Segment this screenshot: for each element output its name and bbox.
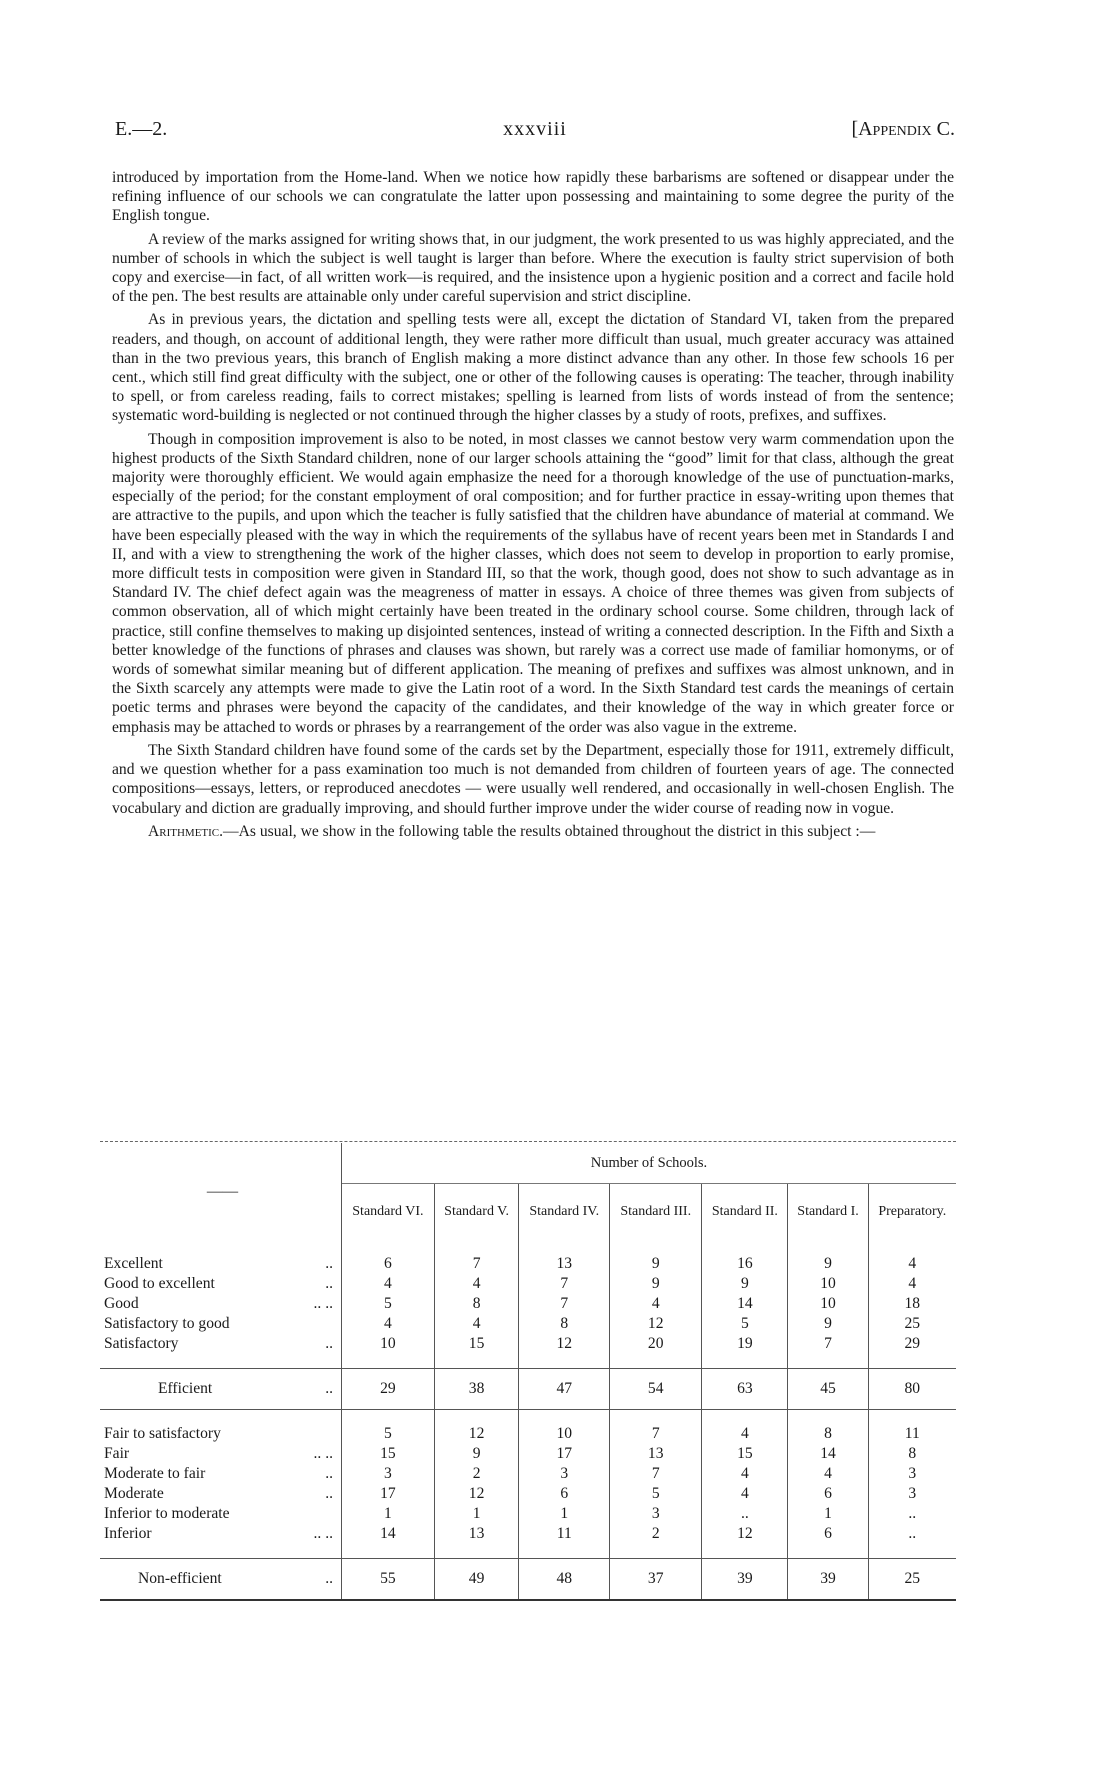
table-cell: 29 [868, 1334, 956, 1354]
table-cell: 6 [788, 1524, 868, 1544]
table-cell: 49 [434, 1559, 519, 1601]
table-cell: 1 [788, 1504, 868, 1524]
table-cell: 4 [702, 1484, 788, 1504]
table-spacer [100, 1410, 956, 1425]
table-cell: 4 [702, 1464, 788, 1484]
table-cell: 13 [610, 1444, 702, 1464]
row-label-text: Non-efficient [138, 1570, 222, 1587]
table-cell: 6 [788, 1484, 868, 1504]
table-cell: 6 [342, 1254, 435, 1274]
table-cell: 20 [610, 1334, 702, 1354]
table-cell: 6 [519, 1484, 610, 1504]
column-header: Standard II. [702, 1184, 788, 1241]
row-label-text: Efficient [158, 1380, 213, 1397]
body-text [112, 168, 954, 845]
table-cell: 5 [342, 1424, 435, 1444]
row-label-text: Satisfactory to good [104, 1315, 230, 1332]
table-cell: 3 [868, 1464, 956, 1484]
table-cell: 45 [788, 1369, 868, 1410]
efficient-row-label [100, 1334, 342, 1354]
table-cell: 10 [788, 1274, 868, 1294]
table-cell: 10 [788, 1294, 868, 1314]
row-label-text: Moderate [104, 1485, 164, 1502]
table-corner: —— [206, 1182, 239, 1200]
table-cell: 3 [610, 1504, 702, 1524]
paragraph-dictation: As in previous years, the dictation and spelling tests were all, except the dictation of Standard VI, taken from the prepared readers, and though, on account of additional length, they were rather more difficult than usual, much greater accuracy was attained than in the two previous years, this branch of English making a more distinct advance than any other. In those few schools 16 per cent., which still find great difficulty with the subject, one or other of the following causes is operating: The teacher, through inability to spell, or from careless reading, fails to correct mistakes; spelling is learned from lists of words instead of from the sentence; systematic word-building is neglected or not continued through the higher classes by a study of roots, prefixes, and suffixes. [112, 311, 954, 425]
table-cell: 7 [788, 1334, 868, 1354]
table-cell: 9 [610, 1254, 702, 1274]
table-row [100, 1314, 956, 1334]
table-cell: 4 [342, 1274, 435, 1294]
paragraph-writing: A review of the marks assigned for writing shows that, in our judgment, the work presented to us was highly appreciated, and the number of schools in which the subject is well taught is larger than before. Where the execution is faulty strict supervision of both copy and exercise—in fact, of all written work—is required, and the insistence upon a hygienic position and a correct and facile hold of the pen. The best results are attainable only under careful supervision and strict discipline. [112, 230, 954, 306]
table-row [100, 1464, 956, 1484]
table-cell: 8 [519, 1314, 610, 1334]
paragraph-arithmetic [112, 822, 954, 841]
table-row [100, 1524, 956, 1544]
paragraph-1: introduced by importation from the Home-land. When we notice how rapidly these barbarisms are softened or disappear under the refining influence of our schools we can congratulate the latter upon possessing and maintaining to some degree the purity of the English tongue. [112, 169, 954, 225]
row-label-text: Excellent [104, 1255, 163, 1272]
row-label-text: Inferior to moderate [104, 1505, 230, 1522]
table-row [100, 1424, 956, 1444]
table-cell: 4 [610, 1294, 702, 1314]
table-cell: 5 [342, 1294, 435, 1314]
efficient-row-label [100, 1314, 342, 1334]
table-cell: 5 [702, 1314, 788, 1334]
table-row [100, 1294, 956, 1314]
table-cell: .. [702, 1504, 788, 1524]
table-cell: 48 [519, 1559, 610, 1601]
table-cell: 80 [868, 1369, 956, 1410]
table-cell: 4 [342, 1314, 435, 1334]
table-cell: 16 [702, 1254, 788, 1274]
table-cell: 4 [702, 1424, 788, 1444]
column-header: Standard IV. [519, 1184, 610, 1241]
dot-leader: .. .. [313, 1445, 333, 1462]
row-label-text: Good [104, 1295, 139, 1312]
table-spacer [100, 1354, 956, 1369]
dot-leader: .. .. [313, 1525, 333, 1542]
nonefficient-total-label [100, 1559, 342, 1601]
table-cell: .. [868, 1524, 956, 1544]
table-cell: 7 [610, 1464, 702, 1484]
table-cell: 15 [702, 1444, 788, 1464]
nonefficient-row-label [100, 1464, 342, 1484]
table-cell: 8 [868, 1444, 956, 1464]
table-cell: 8 [788, 1424, 868, 1444]
table-cell: 15 [434, 1334, 519, 1354]
table-cell: 39 [702, 1559, 788, 1601]
paragraph-sixth-standard: The Sixth Standard children have found some of the cards set by the Department, especially those for 1911, extremely difficult, and we question whether for a pass examination too much is not demanded from children of fourteen years of age. The connected compositions—essays, letters, or reproduced anecdotes — were usually well rendered, and occasionally in well-chosen English. The vocabulary and diction are gradually improving, and should further improve under the wider course of reading now in vogue. [112, 741, 954, 817]
table-row [100, 1484, 956, 1504]
table-cell: 12 [610, 1314, 702, 1334]
table-cell: 7 [610, 1424, 702, 1444]
table-cell: 1 [342, 1504, 435, 1524]
table-cell: 5 [610, 1484, 702, 1504]
table-row [100, 1274, 956, 1294]
table-row [100, 1444, 956, 1464]
table-cell: 9 [434, 1444, 519, 1464]
table-cell: 10 [519, 1424, 610, 1444]
table-cell: 18 [868, 1294, 956, 1314]
table-cell: 9 [702, 1274, 788, 1294]
table-cell: 2 [610, 1524, 702, 1544]
dot-leader: .. [325, 1570, 333, 1587]
row-label-text: Good to excellent [104, 1275, 215, 1292]
table-cell: 17 [519, 1444, 610, 1464]
efficient-total-row [100, 1369, 956, 1410]
table-cell: 13 [519, 1254, 610, 1274]
efficient-rows [100, 1254, 956, 1354]
paragraph-composition: Though in composition improvement is also to be noted, in most classes we cannot bestow very warm commendation upon the highest products of the Sixth Standard children, none of our larger schools attaining the “good” limit for that class, although the great majority were thoroughly efficient. We would again emphasize the need for a thorough knowledge of the use of punctuation-marks, especially of the period; for the constant employment of oral composition; and for further practice in essay-writing upon themes that are attractive to the pupils, and upon which the teacher is fully satisfied that the children have abundance of material at command. We have been especially pleased with the way in which the requirements of the syllabus have of recent years been met in Standards I and II, and with a view to strengthening the work of the higher classes, which does not seem to develop in proportion to early promise, more difficult tests in composition were given in Standard III, so that the work, though good, does not show to such advantage as in Standard IV. The chief defect again was the meagreness of matter in essays. A choice of three themes was given from subjects of common observation, all of which might certainly have been treated in the ordinary school course. Some children, through lack of practice, still confine themselves to making up disjointed sentences, instead of writing a connected description. In the Fifth and Sixth a better knowledge of the functions of phrases and clauses was shown, but rarely was a correct use made of familiar homonyms, or of words of somewhat similar meaning but of different application. The meaning of prefixes and suffixes was almost unknown, and in the Sixth scarcely any attempts were made to give the Latin root of a word. In the Sixth Standard test cards the meanings of certain poetic terms and phrases were beyond the capacity of the candidates, and their knowledge of the way in which greater force or emphasis may be attached to words or phrases by a rearrangement of the order was also vague in the extreme. [112, 430, 954, 736]
dot-leader: .. [325, 1335, 333, 1352]
nonefficient-rows [100, 1424, 956, 1544]
table-cell: .. [868, 1504, 956, 1524]
column-header: Standard I. [788, 1184, 868, 1241]
nonefficient-row-label [100, 1504, 342, 1524]
table-cell: 14 [788, 1444, 868, 1464]
table-cell: 4 [434, 1314, 519, 1334]
table-cell: 11 [868, 1424, 956, 1444]
column-header: Preparatory. [868, 1184, 956, 1241]
efficient-row-label [100, 1294, 342, 1314]
dot-leader: .. [325, 1485, 333, 1502]
table-cell: 3 [519, 1464, 610, 1484]
table-cell: 4 [788, 1464, 868, 1484]
row-label-text: Inferior [104, 1525, 152, 1542]
table-row [100, 1254, 956, 1274]
table-cell: 54 [610, 1369, 702, 1410]
table-cell: 7 [434, 1254, 519, 1274]
table-cell: 37 [610, 1559, 702, 1601]
table-cell: 9 [788, 1314, 868, 1334]
table-cell: 10 [342, 1334, 435, 1354]
table-top-rule [100, 1141, 956, 1142]
table-group-header-row [100, 1143, 956, 1184]
nonefficient-row-label [100, 1424, 342, 1444]
nonefficient-row-label [100, 1444, 342, 1464]
table-cell: 47 [519, 1369, 610, 1410]
table-spacer [100, 1544, 956, 1559]
column-header: Standard V. [434, 1184, 519, 1241]
table-cell: 39 [788, 1559, 868, 1601]
group-header: Number of Schools. [342, 1143, 957, 1184]
table-cell: 14 [342, 1524, 435, 1544]
table-cell: 63 [702, 1369, 788, 1410]
dot-leader: .. [325, 1465, 333, 1482]
table-cell: 12 [519, 1334, 610, 1354]
table-cell: 17 [342, 1484, 435, 1504]
table-cell: 14 [702, 1294, 788, 1314]
table-cell: 9 [788, 1254, 868, 1274]
report-code: E.—2. [115, 118, 168, 140]
arithmetic-heading: Arithmetic. [148, 822, 224, 840]
arithmetic-results-table [100, 1143, 956, 1601]
nonefficient-row-label [100, 1524, 342, 1544]
table-cell: 29 [342, 1369, 435, 1410]
table-cell: 4 [868, 1254, 956, 1274]
table-cell: 2 [434, 1464, 519, 1484]
row-label-text: Fair to satisfactory [104, 1425, 221, 1442]
table-cell: 12 [434, 1484, 519, 1504]
table-cell: 19 [702, 1334, 788, 1354]
table-row [100, 1504, 956, 1524]
table-cell: 11 [519, 1524, 610, 1544]
table-cell: 3 [868, 1484, 956, 1504]
appendix-label: [Appendix C. [851, 118, 955, 140]
table-cell: 1 [434, 1504, 519, 1524]
table-cell: 12 [702, 1524, 788, 1544]
nonefficient-row-label [100, 1484, 342, 1504]
dot-leader: .. .. [313, 1295, 333, 1312]
table-cell: 7 [519, 1294, 610, 1314]
column-header: Standard III. [610, 1184, 702, 1241]
table-cell: 25 [868, 1559, 956, 1601]
arithmetic-intro: —As usual, we show in the following table the results obtained throughout the district in this subject :— [223, 822, 876, 840]
table-spacer [100, 1240, 956, 1254]
table-cell: 9 [610, 1274, 702, 1294]
efficient-row-label [100, 1274, 342, 1294]
table-cell: 15 [342, 1444, 435, 1464]
table-cell: 7 [519, 1274, 610, 1294]
column-header: Standard VI. [342, 1184, 435, 1241]
table-cell: 4 [868, 1274, 956, 1294]
table-cell: 3 [342, 1464, 435, 1484]
table-row [100, 1334, 956, 1354]
nonefficient-total-row [100, 1559, 956, 1601]
dot-leader: .. [325, 1255, 333, 1272]
dot-leader: .. [325, 1275, 333, 1292]
table-cell: 25 [868, 1314, 956, 1334]
page-header [115, 118, 955, 148]
table-cell: 12 [434, 1424, 519, 1444]
efficient-total-label [100, 1369, 342, 1410]
row-label-text: Moderate to fair [104, 1465, 206, 1482]
table-cell: 8 [434, 1294, 519, 1314]
row-label-text: Fair [104, 1445, 130, 1462]
page-number: xxxviii [503, 118, 567, 140]
efficient-row-label [100, 1254, 342, 1274]
dot-leader: .. [325, 1380, 333, 1397]
table-cell: 13 [434, 1524, 519, 1544]
row-label-text: Satisfactory [104, 1335, 179, 1352]
table-cell: 4 [434, 1274, 519, 1294]
table-cell: 1 [519, 1504, 610, 1524]
table-cell: 38 [434, 1369, 519, 1410]
table-cell: 55 [342, 1559, 435, 1601]
